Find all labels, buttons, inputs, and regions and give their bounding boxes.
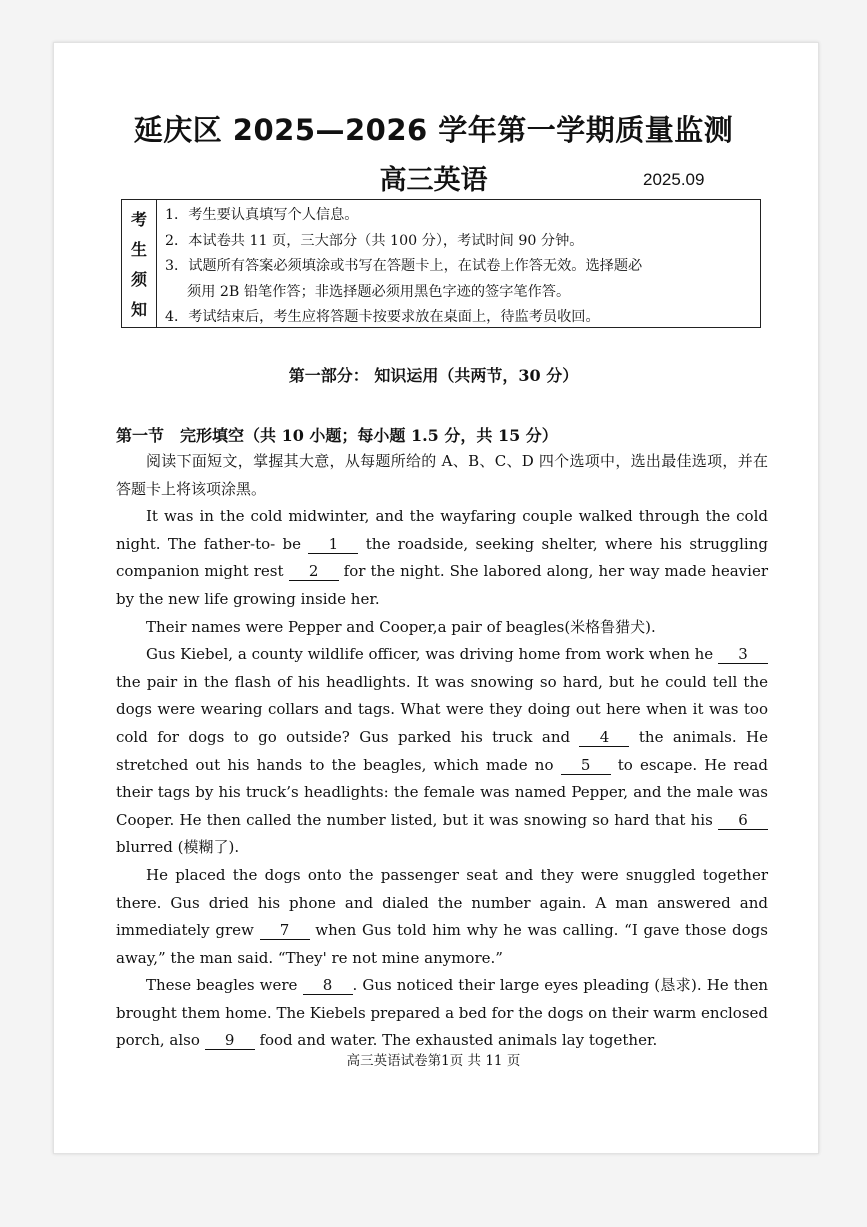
exam-title: 延庆区 2025—2026 学年第一学期质量监测: [133, 113, 734, 147]
notice-item-continued: 须用 2B 铅笔作答；非选择题必须用黑色字迹的签字笔作答。: [187, 283, 571, 300]
passage-text: for the night. She labored along, her way made heavier by the new life growing inside her.: [116, 562, 768, 608]
passage-text: blurred (模糊了).: [116, 838, 240, 857]
part-one-heading: 第一部分： 知识运用（共两节，30 分）: [288, 366, 579, 385]
notice-item: 1．考生要认真填写个人信息。: [165, 207, 359, 223]
passage-text: the pair in the flash of his headlights. It was snowing so hard, but he could tell the dogs were wearing collars and tags. What were they doing out here when it was too cold for dogs to go outside? Gus parked his truck and: [116, 672, 768, 746]
passage-text: the roadside, seeking shelter, where his struggling companion might rest: [116, 534, 768, 581]
exam-subject: 高三英语: [379, 165, 488, 196]
candidate-notice-box: [121, 199, 761, 328]
passage-paragraph: [116, 503, 768, 613]
answer-blank-7: 7: [260, 921, 310, 940]
answer-blank-6: 6: [718, 811, 768, 830]
answer-blank-3: 3: [718, 645, 768, 664]
passage-paragraph: [116, 972, 768, 1055]
passage-text: food and water. The exhausted animals lay together.: [259, 1031, 658, 1050]
notice-items: [157, 200, 760, 327]
notice-item: 4．考试结束后，考生应将答题卡按要求放在桌面上，待监考员收回。: [165, 309, 600, 325]
passage-text: the animals. He stretched out his hands to the beagles, which made no: [116, 727, 768, 774]
notice-item: 3．试题所有答案必须填涂或书写在答题卡上，在试卷上作答无效。选择题必: [165, 258, 643, 274]
notice-label-char: 知: [130, 300, 147, 320]
notice-label: [122, 200, 157, 327]
notice-label-char: 考: [130, 209, 147, 229]
passage-paragraph: [116, 641, 768, 862]
answer-blank-8: 8: [303, 976, 353, 995]
passage-text: It was in the cold midwinter, and the wayfaring couple walked through the cold night. The father-to- be: [116, 507, 768, 553]
notice-label-char: 生: [130, 239, 147, 259]
answer-blank-9: 9: [205, 1031, 255, 1050]
passage-text: to escape. He read their tags by his truck’s headlights: the female was named Pepper, and the male was Cooper. He then called the number listed, but it was snowing so hard that his: [116, 755, 768, 829]
section-one-heading: 第一节 完形填空（共 10 小题；每小题 1.5 分，共 15 分）: [116, 426, 558, 445]
exam-date: 2025.09: [643, 170, 705, 189]
passage-text: These beagles were: [146, 976, 298, 995]
passage-paragraph: [116, 862, 768, 972]
passage-paragraph: Their names were Pepper and Cooper,a pair of beagles(米格鲁猎犬).: [146, 617, 656, 636]
passage-text: Gus Kiebel, a county wildlife officer, was driving home from work when he: [146, 645, 714, 664]
notice-label-char: 须: [130, 270, 147, 290]
instruction-paragraph: 阅读下面短文，掌握其大意，从每题所给的 A、B、C、D 四个选项中，选出最佳选项，并在答题卡上将该项涂黑。: [116, 452, 768, 498]
passage-text: He placed the dogs onto the passenger seat and they were snuggled together there. Gus dried his phone and dialed the number again. A man answered and immediately grew: [116, 865, 768, 940]
notice-item: 2．本试卷共 11 页，三大部分（共 100 分），考试时间 90 分钟。: [165, 232, 584, 249]
cloze-passage: [116, 448, 768, 1055]
answer-blank-1: 1: [308, 535, 358, 554]
answer-blank-2: 2: [289, 562, 339, 581]
passage-text: . Gus noticed their large eyes pleading (恳求). He then brought them home. The Kiebels prepared a bed for the dogs on their warm enclosed porch, also: [116, 976, 768, 1050]
passage-text: when Gus told him why he was calling. “I gave those dogs away,” the man said. “They' re not mine anymore.”: [116, 921, 768, 967]
answer-blank-4: 4: [579, 728, 629, 747]
answer-blank-5: 5: [561, 756, 611, 775]
page-footer: 高三英语试卷第1页 共 11 页: [346, 1053, 521, 1069]
